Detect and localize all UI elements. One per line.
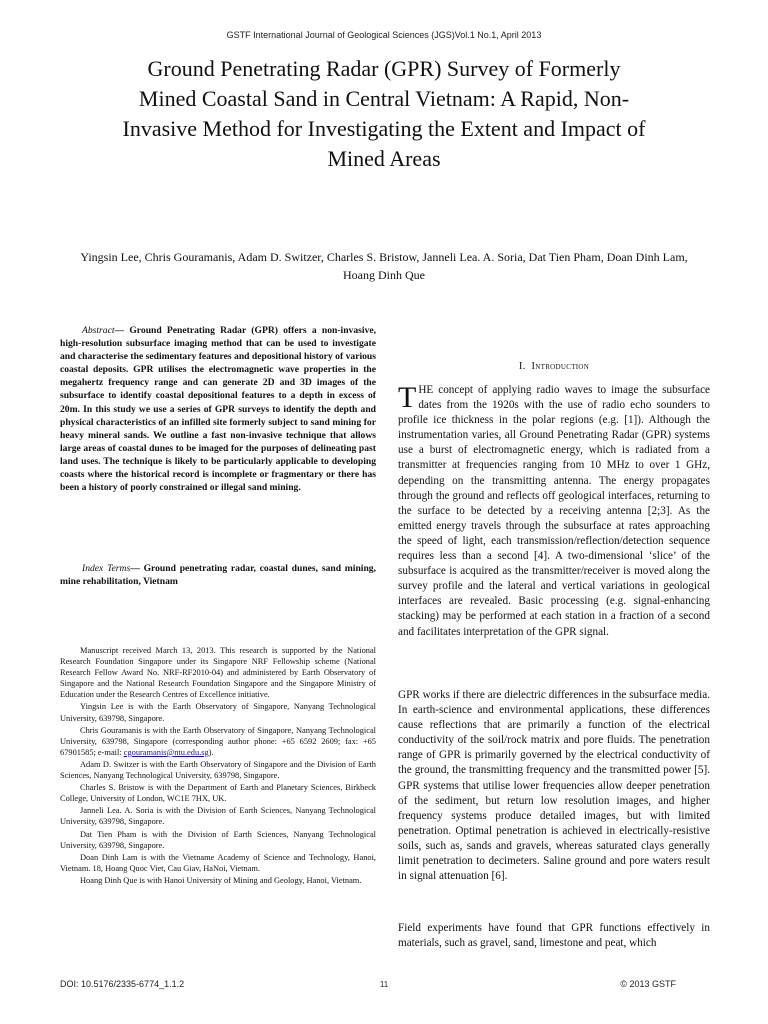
footnote-author: Doan Dinh Lam is with the Vietname Academy of Science and Technology, Hanoi, Vietnam. 18, Hoang Quoc Viet, Cau Giav, HaNoi, Vietnam. bbox=[60, 852, 376, 873]
footnote-author: Dat Tien Pham is with the Division of Earth Sciences, Nanyang Technological University, 639798, Singapore. bbox=[60, 829, 376, 850]
footnote-author: Janneli Lea. A. Soria is with the Division of Earth Sciences, Nanyang Technological University, 639798, Singapore. bbox=[60, 806, 376, 827]
page-number: 11 bbox=[379, 980, 389, 989]
abstract-label: Abstract bbox=[82, 325, 115, 336]
footnote-text: Chris Gouramanis is with the Earth Observatory of Singapore, Nanyang Technological University, 639798, Singapore (corresponding author phone: +65 6592 2609; fax: +65 67901585; e-mail: bbox=[60, 725, 376, 757]
footnote-received: Manuscript received March 13, 2013. This research is supported by the National Research Foundation Singapore under its Singapore NRF Fellowship scheme (National Research Fellow Award No. NRF-RF2010-04) and administered by Earth Observatory of Singapore and the National Research Foundation Singapore and the Singapore Ministry of Education under the Research Centres of Excellence initiative. bbox=[60, 646, 376, 700]
section-heading bbox=[398, 361, 710, 372]
author-list: Yingsin Lee, Chris Gouramanis, Adam D. Switzer, Charles S. Bristow, Janneli Lea. A. Soria, Dat Tien Pham, Doan Dinh Lam, Hoang Dinh Que bbox=[80, 250, 688, 282]
index-terms-label: Index Terms bbox=[82, 563, 131, 574]
footnote-author: Adam D. Switzer is with the Earth Observatory of Singapore and the Division of Earth Sciences, Nanyang Technological University, 639798, Singapore. bbox=[60, 759, 376, 781]
footnote-author bbox=[60, 725, 376, 758]
intro-paragraph-1 bbox=[398, 383, 710, 640]
footnote-author: Hoang Dinh Que is with Hanoi University of Mining and Geology, Hanoi, Vietnam. bbox=[80, 875, 362, 885]
intro-paragraph-3: Field experiments have found that GPR functions effectively in materials, such as gravel, sand, limestone and peat, which bbox=[398, 922, 710, 950]
footnote-author: Charles S. Bristow is with the Department of Earth and Planetary Sciences, Birkbeck College, University of London, WC1E 7HX, UK. bbox=[60, 783, 376, 804]
drop-cap: T bbox=[398, 381, 417, 414]
copyright: © 2013 GSTF bbox=[620, 979, 676, 989]
footnote-author: Yingsin Lee is with the Earth Observatory of Singapore, Nanyang Technological University, 639798, Singapore. bbox=[60, 702, 376, 723]
abstract bbox=[60, 324, 376, 494]
paper-title: Ground Penetrating Radar (GPR) Survey of Formerly Mined Coastal Sand in Central Vietnam: A Rapid, Non-Invasive Method for Investigating the Extent and Impact of Mined Areas bbox=[122, 56, 646, 171]
footnote-text: ). bbox=[208, 747, 214, 757]
section-title: Introduction bbox=[531, 361, 590, 372]
index-terms bbox=[60, 562, 376, 588]
section-numeral: I. bbox=[518, 361, 526, 372]
intro-paragraph-2: GPR works if there are dielectric differences in the subsurface media. In earth-science and environmental applications, these differences cause reflections that are primarily a function of the electrical conductivity of the soil/rock matrix and pore fluids. The penetration range of GPR is primarily governed by the electrical conductivity of the ground, the transmitting frequency and the transmitted power [5]. GPR systems that utilise lower frequencies allow deeper penetration of the sediment, but return low resolution images, and higher frequency systems produce detailed images, but with limited penetration. Optimal penetration is achieved in electrically-resistive soils, such as, sands and gravels, whereas saturated clays generally limit penetration to decimeters. Saline ground and pore waters result in signal attenuation [6]. bbox=[398, 689, 710, 883]
paragraph-text: HE concept of applying radio waves to image the subsurface dates from the 1920s with the use of radio echo sounders to profile ice thickness in the polar regions (e.g. [1]). Although the instrumentation varies, all Ground Penetrating Radar (GPR) systems use a burst of electromagnetic energy, which is radiated from a transmitter at frequencies ranging from 10 MHz to over 1 GHz, depending on the transmitting antenna. The energy propagates through the ground and reflects off geological interfaces, returning to the surface to be detected by a receiving antenna [2;3]. As the emitted energy travels through the subsurface at rates approaching the speed of light, each transmission/reflection/detection sequence requires less than a second [4]. A two-dimensional ‘slice’ of the subsurface is acquired as the transmitter/receiver is moved along the survey profile and the lateral and vertical variations in geological interfaces are revealed. Basic processing (e.g. signal-enhancing stacking) may be performed at each station in a fraction of a second and facilitates interpretation of the GPR signal. bbox=[398, 384, 710, 638]
index-terms-text: — Ground penetrating radar, coastal dunes, sand mining, mine rehabilitation, Vietnam bbox=[60, 563, 376, 588]
abstract-text: — Ground Penetrating Radar (GPR) offers a non-invasive, high-resolution subsurface imaging method that can be used to investigate and characterise the sedimentary features and depositional history of various coastal deposits. GPR utilises the electromagnetic wave properties in the megahertz frequency range and can generate 2D and 3D images of the subsurface to identify coastal depositional features to a depth in excess of 20m. In this study we use a series of GPR surveys to identify the depth and physical characteristics of an infilled site formerly subject to sand mining for heavy mineral sands. We outline a fast non-invasive technique that allows large areas of coastal dunes to be imaged for the purposes of delineating past land uses. The technique is likely to be particularly applicable to developing coasts where the historical record is incomplete or fragmentary or there has been a history of poorly constrained or illegal sand mining. bbox=[60, 325, 376, 494]
email-link[interactable]: cgouramanis@ntu.edu.sg bbox=[123, 747, 209, 757]
doi: DOI: 10.5176/2335-6774_1.1.2 bbox=[60, 979, 185, 989]
footnotes bbox=[60, 645, 376, 887]
journal-header: GSTF International Journal of Geological Sciences (JGS)Vol.1 No.1, April 2013 bbox=[226, 30, 542, 40]
